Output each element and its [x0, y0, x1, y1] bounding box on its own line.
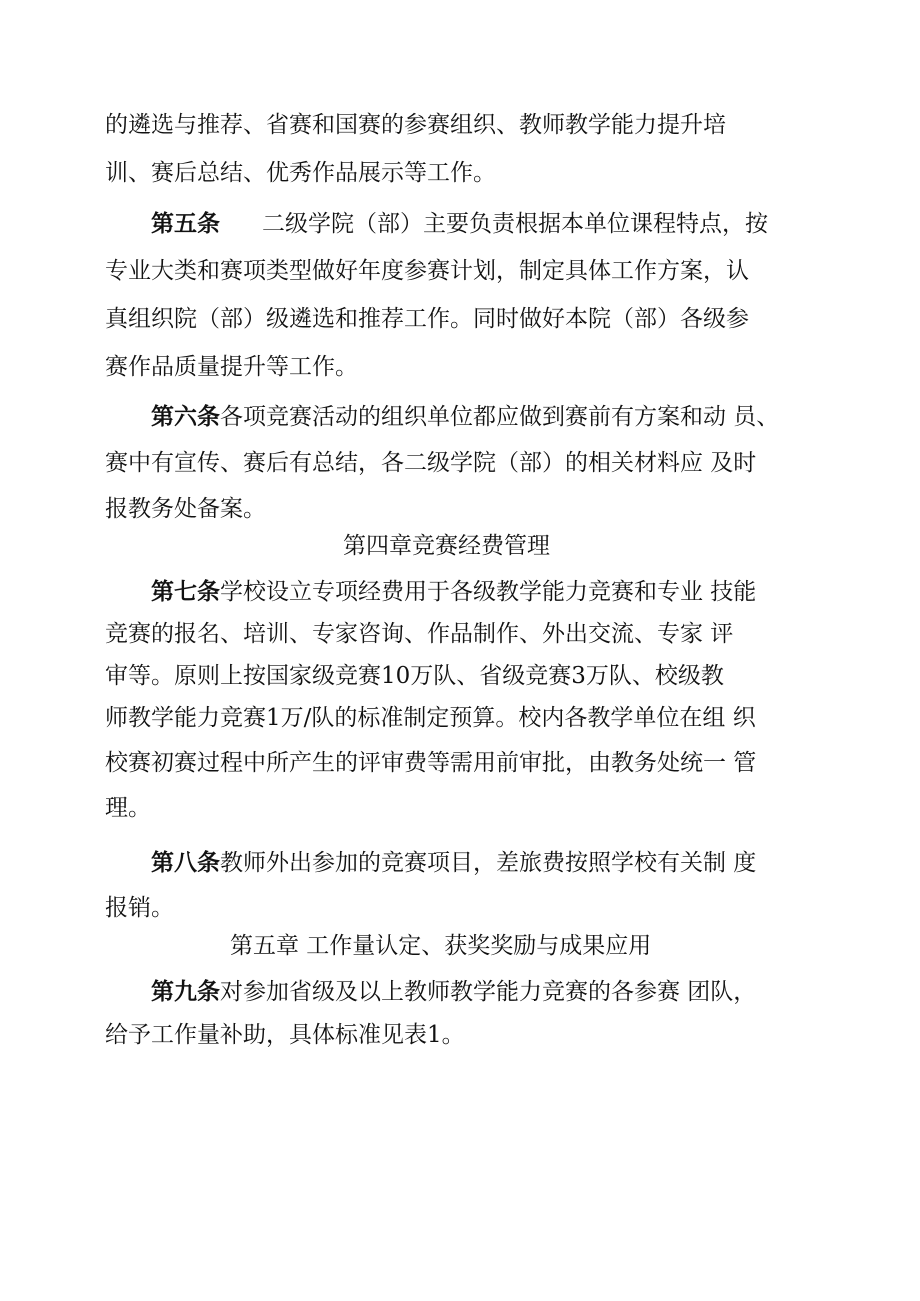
article-7-line-1: 学校设立专项经费用于各级教学能力竞赛和专业 技能	[220, 579, 757, 605]
article-9-line-1: 对参加省级及以上教师教学能力竞赛的各参赛 团队，	[220, 979, 757, 1005]
article-9-first-line	[151, 980, 756, 1004]
article-6-line-1: 各项竞赛活动的组织单位都应做到赛前有方案和动 员、	[220, 404, 780, 430]
article-5-line-3: 真组织院（部）级遴选和推荐工作。同时做好本院（部）各级参	[105, 306, 749, 332]
article-7-line-2: 竞赛的报名、培训、专家咨询、作品制作、外出交流、专家 评	[105, 621, 734, 647]
article-6-first-line	[151, 405, 779, 429]
article-9-line-2: 给予工作量补助，具体标准见表1。	[105, 1022, 465, 1048]
article-8-line-2: 报销。	[105, 895, 174, 921]
article-8-line-1: 教师外出参加的竞赛项目，差旅费按照学校有关制 度	[220, 850, 757, 876]
article-6-line-3: 报教务处备案。	[105, 496, 266, 522]
article-5-label: 第五条	[151, 210, 220, 237]
continuation-line-2: 训、赛后总结、优秀作品展示等工作。	[105, 160, 496, 186]
article-7-label: 第七条	[151, 578, 220, 605]
article-7-line-4: 师教学能力竞赛1万/队的标准制定预算。校内各教学单位在组 织	[105, 705, 756, 731]
article-5-first-line	[151, 212, 768, 236]
article-8-first-line	[151, 851, 756, 875]
article-5-line-2: 专业大类和赛项类型做好年度参赛计划，制定具体工作方案，认	[105, 258, 749, 284]
article-7-line-6: 理。	[105, 795, 151, 821]
article-7-first-line	[151, 580, 756, 604]
article-8-label: 第八条	[151, 849, 220, 876]
continuation-line-1: 的遴选与推荐、省赛和国赛的参赛组织、教师教学能力提升培	[105, 112, 726, 138]
chapter-4-heading: 第四章竞赛经费管理	[343, 533, 550, 559]
article-7-line-3: 审等。原则上按国家级竞赛10万队、省级竞赛3万队、校级教	[105, 663, 724, 689]
chapter-5-heading: 第五章 工作量认定、获奖奖励与成果应用	[230, 933, 652, 959]
article-6-line-2: 赛中有宣传、赛后有总结，各二级学院（部）的相关材料应 及时	[105, 450, 757, 476]
article-7-line-5: 校赛初赛过程中所产生的评审费等需用前审批，由教务处统一 管	[105, 750, 757, 776]
article-5-line-1: 二级学院（部）主要负责根据本单位课程特点，按	[262, 211, 768, 237]
article-9-label: 第九条	[151, 978, 220, 1005]
article-5-line-4: 赛作品质量提升等工作。	[105, 354, 358, 380]
article-6-label: 第六条	[151, 403, 220, 430]
